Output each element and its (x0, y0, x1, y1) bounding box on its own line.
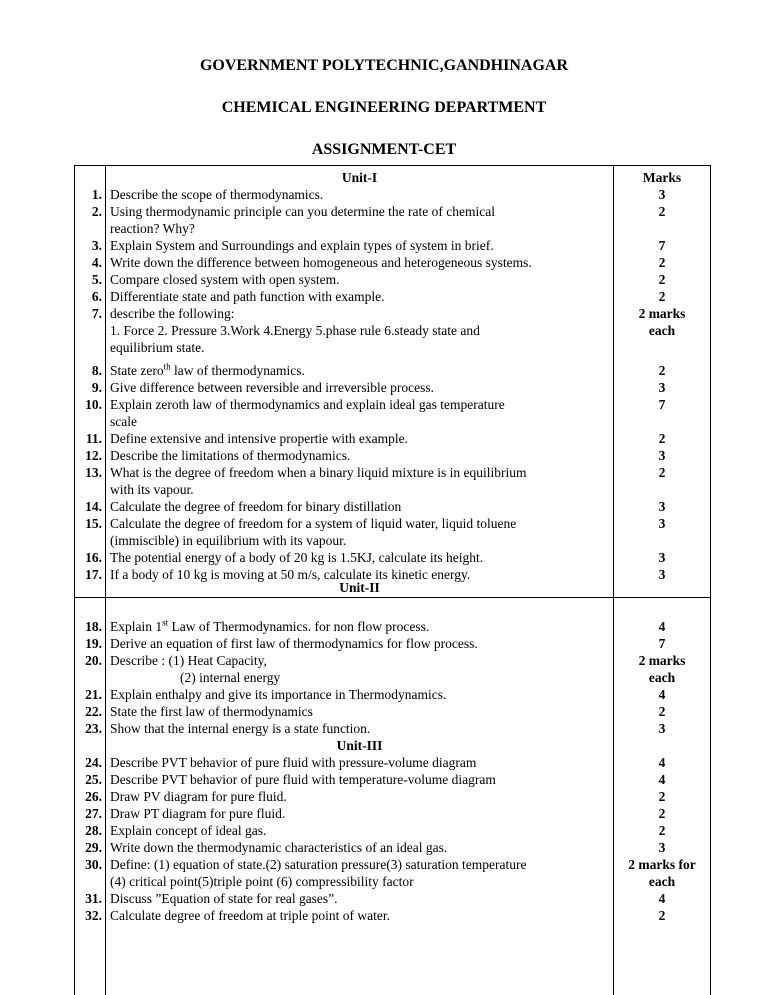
question-number: 21. (85, 687, 102, 702)
question-text: Discuss ”Equation of state for real gases”. (110, 891, 338, 906)
question-text: Describe PVT behavior of pure fluid with temperature-volume diagram (110, 772, 496, 787)
question-marks: 2 (658, 908, 666, 923)
question-text: Explain 1st Law of Thermodynamics. for non flow process. (110, 617, 430, 634)
question-text: Draw PV diagram for pure fluid. (110, 789, 287, 804)
question-marks: 2 (658, 289, 666, 304)
question-text: Calculate degree of freedom at triple point of water. (110, 908, 391, 923)
question-text: Define extensive and intensive propertie with example. (110, 431, 409, 446)
question-marks: 2 (658, 204, 666, 219)
question-number: 14. (85, 499, 102, 514)
question-marks: 2 marks each (638, 306, 686, 338)
question-text: The potential energy of a body of 20 kg is 1.5KJ, calculate its height. (110, 550, 484, 565)
question-marks: 4 (658, 687, 666, 702)
question-text: State zero$^{th}$ law of thermodynamics. (110, 361, 305, 378)
question-text: Describe the scope of thermodynamics. (110, 187, 324, 202)
question-number: 12. (85, 448, 102, 463)
question-marks: 3 (658, 550, 666, 565)
question-number: 10. (85, 397, 102, 412)
question-text: Using thermodynamic principle can you determine the rate of chemical reaction? Why? (110, 204, 495, 236)
question-marks: 2 (658, 823, 666, 838)
question-marks: 4 (658, 619, 666, 634)
question-text: Calculate the degree of freedom for binary distillation (110, 499, 402, 514)
institute-title: GOVERNMENT POLYTECHNIC,GANDHINAGAR (199, 57, 569, 74)
question-marks: 2 (658, 789, 666, 804)
question-marks: 4 (658, 772, 666, 787)
question-text: Describe the limitations of thermodynamics. (110, 448, 351, 463)
question-text: Explain concept of ideal gas. (110, 823, 267, 838)
table-rule (75, 597, 710, 598)
question-number: 5. (91, 272, 102, 287)
question-marks: 2 marks for each (628, 857, 696, 889)
question-marks: 2 (658, 255, 666, 270)
department-title: CHEMICAL ENGINEERING DEPARTMENT (221, 99, 547, 116)
question-text: Describe PVT behavior of pure fluid with pressure-volume diagram (110, 755, 477, 770)
question-number: 30. (85, 857, 102, 872)
question-marks: 2 (658, 806, 666, 821)
question-number: 16. (85, 550, 102, 565)
question-number: 17. (85, 567, 102, 582)
question-text: Differentiate state and path function with example. (110, 289, 385, 304)
question-number: 3. (91, 238, 102, 253)
question-text: Write down the difference between homogeneous and heterogeneous systems. (110, 255, 532, 270)
unit-heading: Unit-III (336, 738, 383, 753)
question-number: 6. (91, 289, 102, 304)
question-text: Compare closed system with open system. (110, 272, 340, 287)
question-text: Describe : (1) Heat Capacity, (2) internal energy (110, 653, 281, 685)
question-text: describe the following: 1. Force 2. Pressure 3.Work 4.Energy 5.phase rule 6.steady state and equilibrium state. (110, 306, 480, 355)
question-marks: 3 (658, 187, 666, 202)
question-marks: 2 (658, 704, 666, 719)
question-text: If a body of 10 kg is moving at 50 m/s, calculate its kinetic energy. (110, 567, 471, 582)
assignment-title: ASSIGNMENT-CET (311, 141, 457, 158)
question-marks: 2 (658, 431, 666, 446)
question-text: Show that the internal energy is a state function. (110, 721, 371, 736)
question-number: 19. (85, 636, 102, 651)
question-number: 2. (91, 204, 102, 219)
question-text: Explain enthalpy and give its importance in Thermodynamics. (110, 687, 447, 702)
question-number: 31. (85, 891, 102, 906)
question-marks: 3 (658, 567, 666, 582)
question-number: 1. (91, 187, 102, 202)
question-marks: 2 marks each (638, 653, 686, 685)
question-number: 27. (85, 806, 102, 821)
unit-heading: Unit-I (341, 170, 378, 185)
question-text: Explain System and Surroundings and explain types of system in brief. (110, 238, 494, 253)
question-text: What is the degree of freedom when a binary liquid mixture is in equilibrium with its vapour. (110, 465, 527, 497)
question-number: 4. (91, 255, 102, 270)
question-marks: 3 (658, 499, 666, 514)
question-text: Draw PT diagram for pure fluid. (110, 806, 286, 821)
question-text: State the first law of thermodynamics (110, 704, 313, 719)
question-text: Calculate the degree of freedom for a system of liquid water, liquid toluene (immiscible) in equilibrium with its vapour. (110, 516, 517, 548)
question-marks: 3 (658, 721, 666, 736)
question-number: 24. (85, 755, 102, 770)
question-number: 13. (85, 465, 102, 480)
question-marks: 3 (658, 448, 666, 463)
unit-heading: Unit-II (339, 580, 380, 595)
question-marks: 7 (658, 636, 666, 651)
question-number: 22. (85, 704, 102, 719)
question-number: 11. (85, 431, 102, 446)
question-number: 32. (85, 908, 102, 923)
question-marks: 2 (658, 465, 666, 480)
question-number: 28. (85, 823, 102, 838)
question-number: 18. (85, 619, 102, 634)
question-text: Define: (1) equation of state.(2) saturation pressure(3) saturation temperature (4) critical point(5)triple point (6) compressibility factor (110, 857, 527, 889)
question-marks: 2 (658, 272, 666, 287)
question-number: 26. (85, 789, 102, 804)
question-marks: 2 (658, 363, 666, 378)
question-number: 15. (85, 516, 102, 531)
question-marks: 7 (658, 238, 666, 253)
question-number: 8. (91, 363, 102, 378)
question-text: Write down the thermodynamic characteristics of an ideal gas. (110, 840, 448, 855)
question-number: 25. (85, 772, 102, 787)
assignment-table (74, 165, 711, 995)
question-number: 9. (91, 380, 102, 395)
marks-header: Marks (642, 170, 682, 185)
question-marks: 4 (658, 891, 666, 906)
question-text: Explain zeroth law of thermodynamics and explain ideal gas temperature scale (110, 397, 505, 429)
question-text: Derive an equation of first law of thermodynamics for flow process. (110, 636, 478, 651)
question-number: 29. (85, 840, 102, 855)
question-marks: 7 (658, 397, 666, 412)
question-text: Give difference between reversible and irreversible process. (110, 380, 434, 395)
question-number: 20. (85, 653, 102, 668)
question-marks: 4 (658, 755, 666, 770)
question-number: 23. (85, 721, 102, 736)
question-marks: 3 (658, 380, 666, 395)
question-marks: 3 (658, 516, 666, 531)
question-number: 7. (91, 306, 102, 321)
question-marks: 3 (658, 840, 666, 855)
